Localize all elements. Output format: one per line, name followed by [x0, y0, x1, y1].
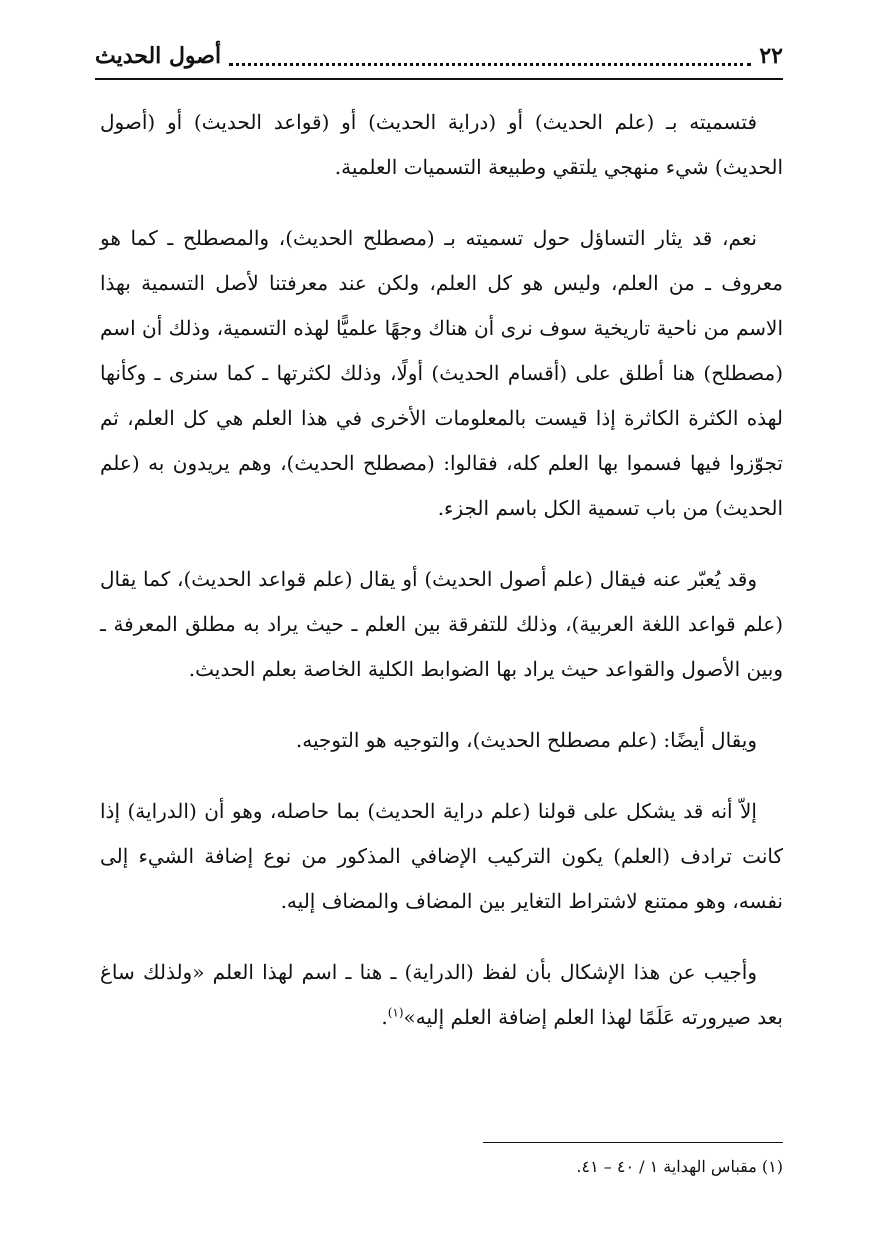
- page-number: ٢٢: [759, 43, 783, 69]
- paragraph-with-footnote-ref: [100, 950, 783, 1040]
- paragraph: ويقال أيضًا: (علم مصطلح الحديث)، والتوجيه هو التوجيه.: [295, 728, 757, 752]
- footnote-rule: [483, 1142, 783, 1143]
- paragraph: إلاّ أنه قد يشكل على قولنا (علم دراية الحديث) بما حاصله، وهو أن (الدراية) إذا كانت ترادف (العلم) يكون التركيب الإضافي المذكور من نوع إضافة الشيء إلى نفسه، وهو ممتنع لاشتراط التغاير بين المضاف والمضاف إليه.: [100, 799, 783, 913]
- paragraph-ending: .: [381, 1005, 388, 1029]
- page-header: [95, 38, 783, 74]
- paragraph-text: وأجيب عن هذا الإشكال بأن لفظ (الدراية) ـ هنا ـ اسم لهذا العلم «ولذلك ساغ بعد صيرورته عَلَمًا لهذا العلم إضافة العلم إليه»: [100, 960, 783, 1029]
- running-title: أصول الحديث: [95, 43, 222, 69]
- paragraph: نعم، قد يثار التساؤل حول تسميته بـ (مصطلح الحديث)، والمصطلح ـ كما هو معروف ـ من العلم، وليس هو كل العلم، ولكن عند معرفتنا لأصل التسمية بهذا الاسم من ناحية تاريخية سوف نرى أن هناك وجهًا علميًّا لهذه التسمية، وذلك أن اسم (مصطلح) هنا أطلق على (أقسام الحديث) أولًا، وذلك لكثرتها ـ كما سنرى ـ وكأنها لهذه الكثرة الكاثرة إذا قيست بالمعلومات الأخرى في هذا العلم هي كل العلم، ثم تجوّزوا فيها فسموا بها العلم كله، فقالوا: (مصطلح الحديث)، وهم يريدون به (علم الحديث) من باب تسمية الكل باسم الجزء.: [100, 226, 784, 520]
- paragraph: فتسميته بـ (علم الحديث) أو (دراية الحديث) أو (قواعد الحديث) أو (أصول الحديث) شيء منهجي يلتقي وطبيعة التسميات العلمية.: [100, 110, 783, 179]
- footnote: [100, 1152, 783, 1182]
- paragraph: وقد يُعبّر عنه فيقال (علم أصول الحديث) أو يقال (علم قواعد الحديث)، كما يقال (علم قواعد اللغة العربية)، وذلك للتفرقة بين العلم ـ حيث يراد به مطلق المعرفة ـ وبين الأصول والقواعد حيث يراد بها الضوابط الكلية الخاصة بعلم الحديث.: [100, 567, 783, 681]
- footnote-marker[interactable]: (١): [387, 1005, 404, 1020]
- main-text: [100, 100, 783, 1066]
- header-rule: [95, 78, 783, 80]
- dotted-leader: [229, 57, 751, 66]
- footnote-text: (١) مقباس الهداية ١ / ٤٠ – ٤١.: [576, 1157, 783, 1176]
